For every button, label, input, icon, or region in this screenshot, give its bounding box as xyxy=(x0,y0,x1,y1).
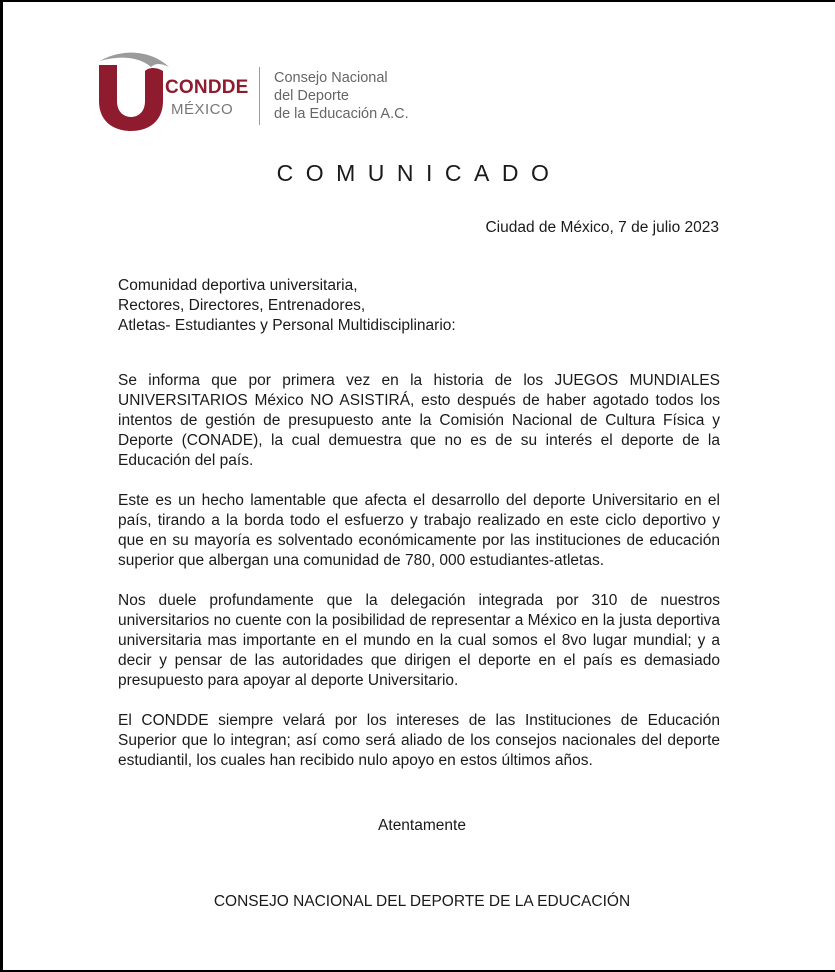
body-paragraph: Nos duele profundamente que la delegación integrada por 310 de nuestros universitarios no cuente con la posibilidad de representar a México en la justa deportiva universitaria mas importante en el mundo en la cual somos el 8vo lugar mundial; y a decir y pensar de las autoridades que dirigen el deporte en el país es demasiado presupuesto para apoyar al deporte Universitario. xyxy=(118,592,720,689)
recipient-line: Atletas- Estudiantes y Personal Multidisciplinario: xyxy=(118,317,456,334)
body-text xyxy=(118,371,720,791)
body-paragraph: Este es un hecho lamentable que afecta el desarrollo del deporte Universitario en el país, tirando a la borda todo el esfuerzo y trabajo realizado en este ciclo deportivo y que en su mayoría es solventado económicamente por las instituciones de educación superior que albergan una comunidad de 780, 000 estudiantes-atletas. xyxy=(118,492,720,569)
document-page xyxy=(3,2,835,970)
recipient-line: Rectores, Directores, Entrenadores, xyxy=(118,297,366,314)
condde-u-logo-icon xyxy=(95,49,175,133)
org-name xyxy=(274,69,409,123)
condde-logo xyxy=(95,49,425,133)
closing: Atentamente xyxy=(378,817,466,834)
recipient-line: Comunidad deportiva universitaria, xyxy=(118,277,358,294)
body-paragraph: El CONDDE siempre velará por los intereses de las Instituciones de Educación Superior que lo integran; así como será aliado de los consejos nacionales del deporte estudiantil, los cuales han recibido nulo apoyo en estos últimos años. xyxy=(118,712,720,769)
document-title: COMUNICADO xyxy=(276,160,562,186)
document-date: Ciudad de México, 7 de julio 2023 xyxy=(485,219,719,236)
org-name-line: de la Educación A.C. xyxy=(274,106,409,122)
org-name-line: Consejo Nacional xyxy=(274,70,388,86)
logo-wordmark: CONDDE xyxy=(165,77,249,98)
recipients-block xyxy=(118,276,456,336)
logo-divider xyxy=(259,67,260,125)
signature: CONSEJO NACIONAL DEL DEPORTE DE LA EDUCACIÓN xyxy=(213,893,631,910)
body-paragraph: Se informa que por primera vez en la historia de los JUEGOS MUNDIALES UNIVERSITARIOS México NO ASISTIRÁ, esto después de haber agotado todos los intentos de gestión de presupuesto ante la Comisión Nacional de Cultura Física y Deporte (CONADE), la cual demuestra que no es de su interés el deporte de la Educación del país. xyxy=(118,372,720,469)
org-name-line: del Deporte xyxy=(274,88,349,104)
logo-country: MÉXICO xyxy=(171,101,234,118)
